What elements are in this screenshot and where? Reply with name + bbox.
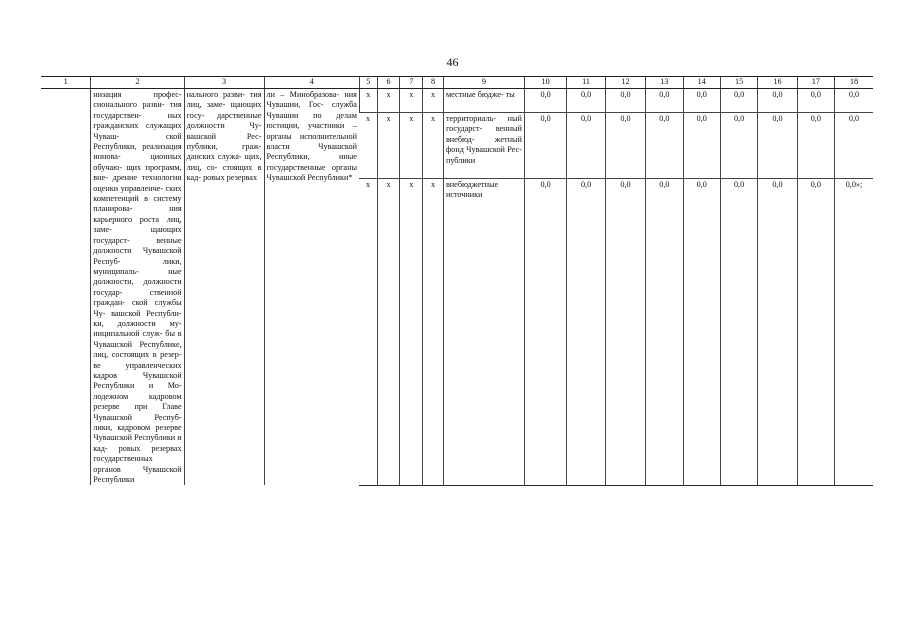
column-header: 6 [377, 77, 400, 89]
value-cell: 0,0 [797, 179, 834, 486]
code-cell: x [359, 179, 377, 486]
value-cell: 0,0 [605, 179, 645, 486]
value-cell: 0,0 [834, 89, 873, 113]
value-cell: 0,0 [605, 89, 645, 113]
value-cell: 0,0»; [834, 179, 873, 486]
value-cell: 0,0 [683, 113, 720, 179]
value-cell: 0,0 [524, 179, 567, 486]
page-number: 46 [446, 55, 459, 69]
value-cell: 0,0 [524, 89, 567, 113]
column-header: 13 [646, 77, 683, 89]
value-cell: 0,0 [567, 89, 605, 113]
row-number-cell [41, 89, 91, 486]
value-cell: 0,0 [524, 113, 567, 179]
funding-source-cell: местные бюдже- ты [443, 89, 524, 113]
executor-cell: ли – Минобразова- ния Чувашии, Гос- служба Чувашии по делам юстиции, участники – органы исполнительной власти Чувашской Республики, иные государственные органы Чувашской Республики* [264, 89, 359, 486]
code-cell: x [377, 113, 400, 179]
code-cell: x [423, 113, 444, 179]
value-cell: 0,0 [834, 113, 873, 179]
value-cell: 0,0 [797, 89, 834, 113]
budget-table [41, 76, 873, 486]
value-cell: 0,0 [646, 179, 683, 486]
code-cell: x [400, 113, 423, 179]
column-header: 4 [264, 77, 359, 89]
value-cell: 0,0 [758, 179, 797, 486]
value-cell: 0,0 [567, 179, 605, 486]
table-row [41, 89, 873, 113]
value-cell: 0,0 [758, 89, 797, 113]
funding-source-cell: внебюджетные источники [443, 179, 524, 486]
column-header: 8 [423, 77, 444, 89]
value-cell: 0,0 [646, 113, 683, 179]
column-header: 15 [720, 77, 757, 89]
value-cell: 0,0 [797, 113, 834, 179]
column-header: 11 [567, 77, 605, 89]
code-cell: x [359, 89, 377, 113]
funding-source-cell: территориаль- ный государст- венный внебюд- жетный фонд Чувашской Рес- публики [443, 113, 524, 179]
code-cell: x [377, 89, 400, 113]
column-header: 2 [91, 77, 184, 89]
value-cell: 0,0 [567, 113, 605, 179]
value-cell: 0,0 [720, 113, 757, 179]
column-header: 9 [443, 77, 524, 89]
value-cell: 0,0 [758, 113, 797, 179]
code-cell: x [423, 89, 444, 113]
column-header: 16 [758, 77, 797, 89]
column-header: 12 [605, 77, 645, 89]
expected-result-cell: нального разви- тия лиц, заме- щающих госу- дарственные должности Чу- вашской Рес- публики, граж- данских служа- щих, лиц, со- стоящих в кад- ровых резервах [184, 89, 264, 486]
value-cell: 0,0 [683, 179, 720, 486]
column-header: 14 [683, 77, 720, 89]
column-header: 10 [524, 77, 567, 89]
column-header: 18 [834, 77, 873, 89]
activity-description-cell: низация профес- сионального разви- тия государствен- ных гражданских служащих Чуваш- ской Республики, реализация иннова- ционных обучаю- щих программ, вне- дрение технологии оценки управленче- ских компетенций в систему планирова- ния карьерного роста лиц, заме- щающих государст- венные должности Чувашской Респуб- лики, муниципаль- ные должности, должности государ- ственной граждан- ской службы Чу- вашской Республи- ки, должности му- ниципальной служ- бы в Чувашской Республике, лиц, состоящих в резер- ве управленческих кадров Чувашской Республики и Мо- лодежном кадровом резерве при Главе Чувашской Респуб- лики, кадровом резерве Чувашской Республики и кад- ровых резервах государственных органов Чувашской Республики [91, 89, 184, 486]
column-header: 3 [184, 77, 264, 89]
header-row [41, 77, 873, 89]
code-cell: x [359, 113, 377, 179]
code-cell: x [400, 179, 423, 486]
column-header: 1 [41, 77, 91, 89]
value-cell: 0,0 [646, 89, 683, 113]
value-cell: 0,0 [605, 113, 645, 179]
code-cell: x [423, 179, 444, 486]
code-cell: x [377, 179, 400, 486]
value-cell: 0,0 [720, 89, 757, 113]
code-cell: x [400, 89, 423, 113]
value-cell: 0,0 [683, 89, 720, 113]
column-header: 5 [359, 77, 377, 89]
column-header: 7 [400, 77, 423, 89]
value-cell: 0,0 [720, 179, 757, 486]
column-header: 17 [797, 77, 834, 89]
